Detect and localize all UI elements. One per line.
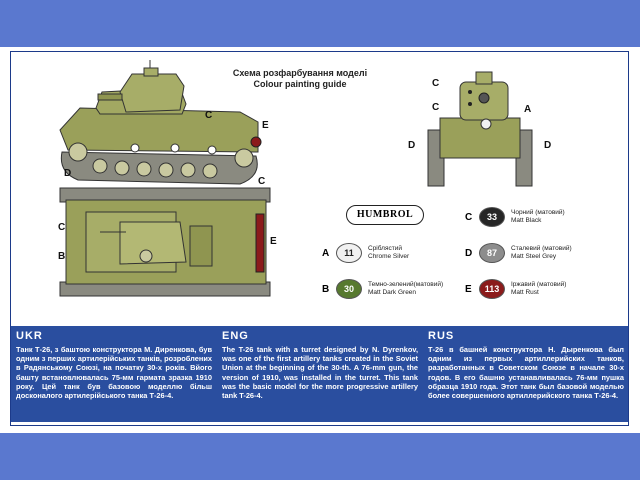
paint-name-ua: Темно-зелений(матовий)	[368, 281, 444, 288]
callout-front-c1: C	[432, 78, 440, 89]
title-ukr: Схема розфарбування моделі	[232, 68, 368, 78]
callout-top-c: C	[58, 222, 66, 233]
paint-a	[322, 243, 409, 263]
callout-front-a: A	[524, 104, 532, 115]
desc-eng	[222, 330, 418, 400]
paint-name-ua: Сталевий (матовий)	[511, 245, 572, 252]
desc-text: Танк Т-26, з баштою конструктора М. Диренкова, був одним з перших артилерійських танків, розроблених в Радянському Союзі, на початку 30-х років. Вйого башту встановлювалась 75-мм гармата зразка 1910 року. Цей танк був базовою моделлю більш досконалого артилерійського танка Т-26-4.	[16, 345, 212, 401]
desc-rus	[428, 330, 624, 400]
paint-c	[465, 207, 565, 227]
paint-b	[322, 279, 443, 299]
paint-name-ua: Сріблястий	[368, 245, 402, 252]
paint-letter: D	[465, 247, 473, 259]
callout-side-c2: C	[258, 176, 266, 187]
paint-swatch: 113	[479, 279, 505, 299]
desc-heading: RUS	[428, 330, 455, 342]
paint-name-en: Matt Black	[511, 217, 542, 224]
callout-side-c1: C	[205, 110, 213, 121]
paint-name-en: Matt Dark Green	[368, 289, 417, 296]
paint-letter: C	[465, 211, 473, 223]
paint-name-ua: Іржавий (матовий)	[511, 281, 567, 288]
callout-top-e: E	[270, 236, 277, 247]
paint-swatch: 33	[479, 207, 505, 227]
humbrol-logo: HUMBROL	[346, 205, 424, 225]
callout-front-c2: C	[432, 102, 440, 113]
paint-name-en: Matt Rust	[511, 289, 539, 296]
callout-side-d: D	[64, 168, 72, 179]
paint-letter: A	[322, 247, 330, 259]
desc-heading: ENG	[222, 330, 249, 342]
title-eng: Colour painting guide	[253, 79, 347, 89]
callout-front-d1: D	[408, 140, 416, 151]
callout-side-e: E	[262, 120, 269, 131]
paint-swatch: 30	[336, 279, 362, 299]
paint-swatch: 87	[479, 243, 505, 263]
paint-e	[465, 279, 566, 299]
tank-front-view	[428, 72, 532, 186]
paint-name-en: Chrome Silver	[368, 253, 410, 260]
paint-letter: E	[465, 283, 472, 295]
tank-top-view	[60, 188, 270, 296]
paint-name-ua: Чорний (матовий)	[511, 209, 565, 216]
desc-text: Т-26 в башней конструктора Н. Дыренкова был одним из первых артиллерийских танков, разработанных в Советском Союзе в начале 30-х годов. В его башню устанавливалась 76-мм пушка образца 1910 года. Этот танк был базовой моделью более совершенного артиллерийского танка Т-26-4.	[428, 345, 624, 401]
paint-d	[465, 243, 572, 263]
callout-top-b: B	[58, 251, 66, 262]
paint-letter: B	[322, 283, 330, 295]
paint-swatch: 11	[336, 243, 362, 263]
callout-front-d2: D	[544, 140, 552, 151]
paint-name-en: Matt Steel Grey	[511, 253, 557, 260]
desc-heading: UKR	[16, 330, 43, 342]
desc-text: The T-26 tank with a turret designed by N. Dyrenkov, was one of the first artillery tanks created in the Soviet Union at the beginning of the 30-th. A 76-mm gun, the version of 1910, was installed in the turret. This tank was the basic model for the more progressive artillery tank T-26-4.	[222, 345, 418, 401]
desc-ukr	[16, 330, 212, 400]
guide-title	[190, 68, 410, 90]
